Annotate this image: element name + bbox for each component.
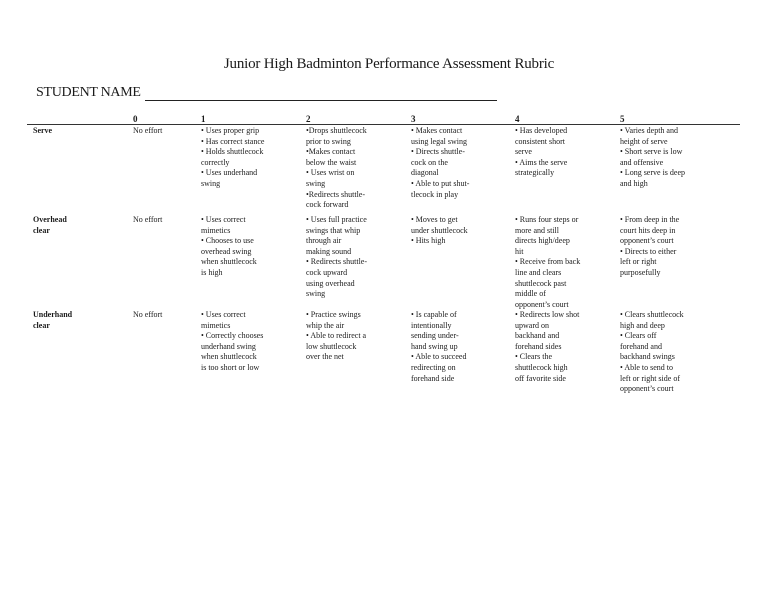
descriptor-line: swing <box>306 178 326 188</box>
descriptor-line: opponent’s court <box>515 299 569 309</box>
descriptor-line: when shuttlecock <box>201 257 257 267</box>
descriptor-line: • Uses underhand <box>201 168 258 178</box>
descriptor-line: • Able to send to <box>620 362 674 372</box>
descriptor-line: swings that whip <box>306 225 361 235</box>
descriptor-line: using legal swing <box>411 136 467 146</box>
descriptor-line: low shuttlecock <box>306 341 357 351</box>
descriptor-line: and offensive <box>620 157 664 167</box>
descriptor-line: cock upward <box>306 267 348 277</box>
descriptor-line: • Moves to get <box>411 215 458 224</box>
descriptor-line: line and clears <box>515 267 562 277</box>
descriptor-line: and high <box>620 178 648 188</box>
criterion-text: Serve <box>33 126 53 135</box>
descriptor-line: opponent’s court <box>620 384 674 394</box>
descriptor-line: opponent’s court <box>620 236 674 246</box>
descriptor-line: shuttlecock past <box>515 278 567 288</box>
descriptor-line: cock forward <box>306 200 349 210</box>
descriptor-line: backhand and <box>515 331 560 341</box>
descriptor-line: redirecting on <box>411 362 456 372</box>
score-4-descriptor <box>515 310 611 384</box>
descriptor-line: directs high/deep <box>515 236 570 246</box>
descriptor-line: off favorite side <box>515 373 566 383</box>
descriptor-line: whip the air <box>306 320 345 330</box>
descriptor-line: • Long serve is deep <box>620 168 686 178</box>
descriptor-line: is too short or low <box>201 362 260 372</box>
descriptor-line: No effort <box>133 215 163 224</box>
descriptor-line: • Has developed <box>515 126 568 135</box>
criterion-label <box>33 215 93 236</box>
descriptor-line: sending under- <box>411 331 459 341</box>
score-5-descriptor <box>620 310 720 395</box>
descriptor-line: correctly <box>201 157 230 167</box>
descriptor-line: • Uses correct <box>201 215 246 224</box>
descriptor-line: • Runs four steps or <box>515 215 579 224</box>
student-name-field <box>36 85 497 101</box>
descriptor-line: through air <box>306 236 342 246</box>
descriptor-line: • Redirects shuttle- <box>306 257 368 267</box>
score-5-descriptor <box>620 126 720 190</box>
descriptor-line: intentionally <box>411 320 452 330</box>
descriptor-line: purposefully <box>620 267 661 277</box>
descriptor-line: • Directs to either <box>620 246 677 256</box>
score-0-descriptor <box>133 215 193 226</box>
score-header-5: 5 <box>620 114 625 124</box>
descriptor-line: middle of <box>515 289 546 299</box>
descriptor-line: below the waist <box>306 157 357 167</box>
descriptor-line: consistent short <box>515 136 565 146</box>
descriptor-line: • Correctly chooses <box>201 331 264 341</box>
score-header-3: 3 <box>411 114 416 124</box>
descriptor-line: • Is capable of <box>411 310 457 319</box>
descriptor-line: • Chooses to use <box>201 236 254 246</box>
criterion-text: Overhead <box>33 215 67 224</box>
descriptor-line: mimetics <box>201 225 231 235</box>
descriptor-line: • Clears off <box>620 331 657 341</box>
descriptor-line: upward on <box>515 320 549 330</box>
student-name-blank-line <box>145 86 497 101</box>
score-2-descriptor <box>306 215 402 300</box>
descriptor-line: underhand swing <box>201 341 256 351</box>
descriptor-line: • Hits high <box>411 236 446 246</box>
descriptor-line: • Uses proper grip <box>201 126 260 135</box>
descriptor-line: • Aims the serve <box>515 157 568 167</box>
descriptor-line: • Able to put shut- <box>411 178 470 188</box>
descriptor-line: hit <box>515 246 524 256</box>
score-2-descriptor <box>306 310 402 363</box>
descriptor-line: is high <box>201 267 223 277</box>
descriptor-line: hand swing up <box>411 341 458 351</box>
descriptor-line: left or right side of <box>620 373 680 383</box>
descriptor-line: overhead swing <box>201 246 252 256</box>
descriptor-line: backhand swings <box>620 352 675 362</box>
descriptor-line: • From deep in the <box>620 215 680 224</box>
score-3-descriptor <box>411 215 507 247</box>
descriptor-line: • Able to redirect a <box>306 331 367 341</box>
score-0-descriptor <box>133 310 193 321</box>
descriptor-line: No effort <box>133 126 163 135</box>
descriptor-line: making sound <box>306 246 352 256</box>
descriptor-line: • Uses correct <box>201 310 246 319</box>
score-3-descriptor <box>411 310 507 384</box>
criterion-text: Underhand <box>33 310 73 319</box>
descriptor-line: when shuttlecock <box>201 352 257 362</box>
criterion-text: clear <box>33 320 50 330</box>
descriptor-line: mimetics <box>201 320 231 330</box>
score-3-descriptor <box>411 126 507 200</box>
score-1-descriptor <box>201 215 297 279</box>
descriptor-line: strategically <box>515 168 555 178</box>
descriptor-line: using overhead <box>306 278 355 288</box>
descriptor-line: height of serve <box>620 136 668 146</box>
descriptor-line: under shuttlecock <box>411 225 468 235</box>
descriptor-line: over the net <box>306 352 344 362</box>
descriptor-line: •Drops shuttlecock <box>306 126 367 135</box>
descriptor-line: diagonal <box>411 168 439 178</box>
descriptor-line: • Directs shuttle- <box>411 147 465 157</box>
descriptor-line: swing <box>306 289 326 299</box>
descriptor-line: • Uses wrist on <box>306 168 355 178</box>
descriptor-line: forehand and <box>620 341 662 351</box>
descriptor-line: court hits deep in <box>620 225 676 235</box>
score-1-descriptor <box>201 126 297 190</box>
descriptor-line: swing <box>201 178 221 188</box>
score-2-descriptor <box>306 126 402 211</box>
descriptor-line: forehand side <box>411 373 455 383</box>
descriptor-line: cock on the <box>411 157 448 167</box>
page-title: Junior High Badminton Performance Assessment Rubric <box>223 56 555 72</box>
descriptor-line: • Receive from back <box>515 257 581 267</box>
score-4-descriptor <box>515 215 611 310</box>
score-header-1: 1 <box>201 114 206 124</box>
criterion-text: clear <box>33 225 50 235</box>
descriptor-line: • Uses full practice <box>306 215 367 224</box>
descriptor-line: left or right <box>620 257 657 267</box>
score-header-4: 4 <box>515 114 520 124</box>
student-name-label: STUDENT NAME <box>36 85 141 100</box>
descriptor-line: •Redirects shuttle- <box>306 189 366 199</box>
descriptor-line: serve <box>515 147 532 157</box>
descriptor-line: prior to swing <box>306 136 351 146</box>
score-4-descriptor <box>515 126 611 179</box>
descriptor-line: • Short serve is low <box>620 147 683 157</box>
descriptor-line: • Able to succeed <box>411 352 467 362</box>
score-1-descriptor <box>201 310 297 374</box>
score-header-0: 0 <box>133 114 138 124</box>
descriptor-line: • Redirects low shot <box>515 310 580 319</box>
descriptor-line: forehand sides <box>515 341 562 351</box>
descriptor-line: • Practice swings <box>306 310 361 319</box>
criterion-label <box>33 310 93 331</box>
descriptor-line: •Makes contact <box>306 147 356 157</box>
descriptor-line: • Makes contact <box>411 126 463 135</box>
descriptor-line: • Clears the <box>515 352 553 362</box>
descriptor-line: • Clears shuttlecock <box>620 310 684 319</box>
descriptor-line: • Has correct stance <box>201 136 265 146</box>
descriptor-line: high and deep <box>620 320 665 330</box>
criterion-label <box>33 126 93 137</box>
descriptor-line: No effort <box>133 310 163 319</box>
header-divider <box>27 124 740 125</box>
descriptor-line: • Varies depth and <box>620 126 678 135</box>
descriptor-line: more and still <box>515 225 559 235</box>
descriptor-line: shuttlecock high <box>515 362 568 372</box>
descriptor-line: • Holds shuttlecock <box>201 147 264 157</box>
score-5-descriptor <box>620 215 720 279</box>
score-0-descriptor <box>133 126 193 137</box>
score-header-2: 2 <box>306 114 311 124</box>
descriptor-line: tlecock in play <box>411 189 459 199</box>
